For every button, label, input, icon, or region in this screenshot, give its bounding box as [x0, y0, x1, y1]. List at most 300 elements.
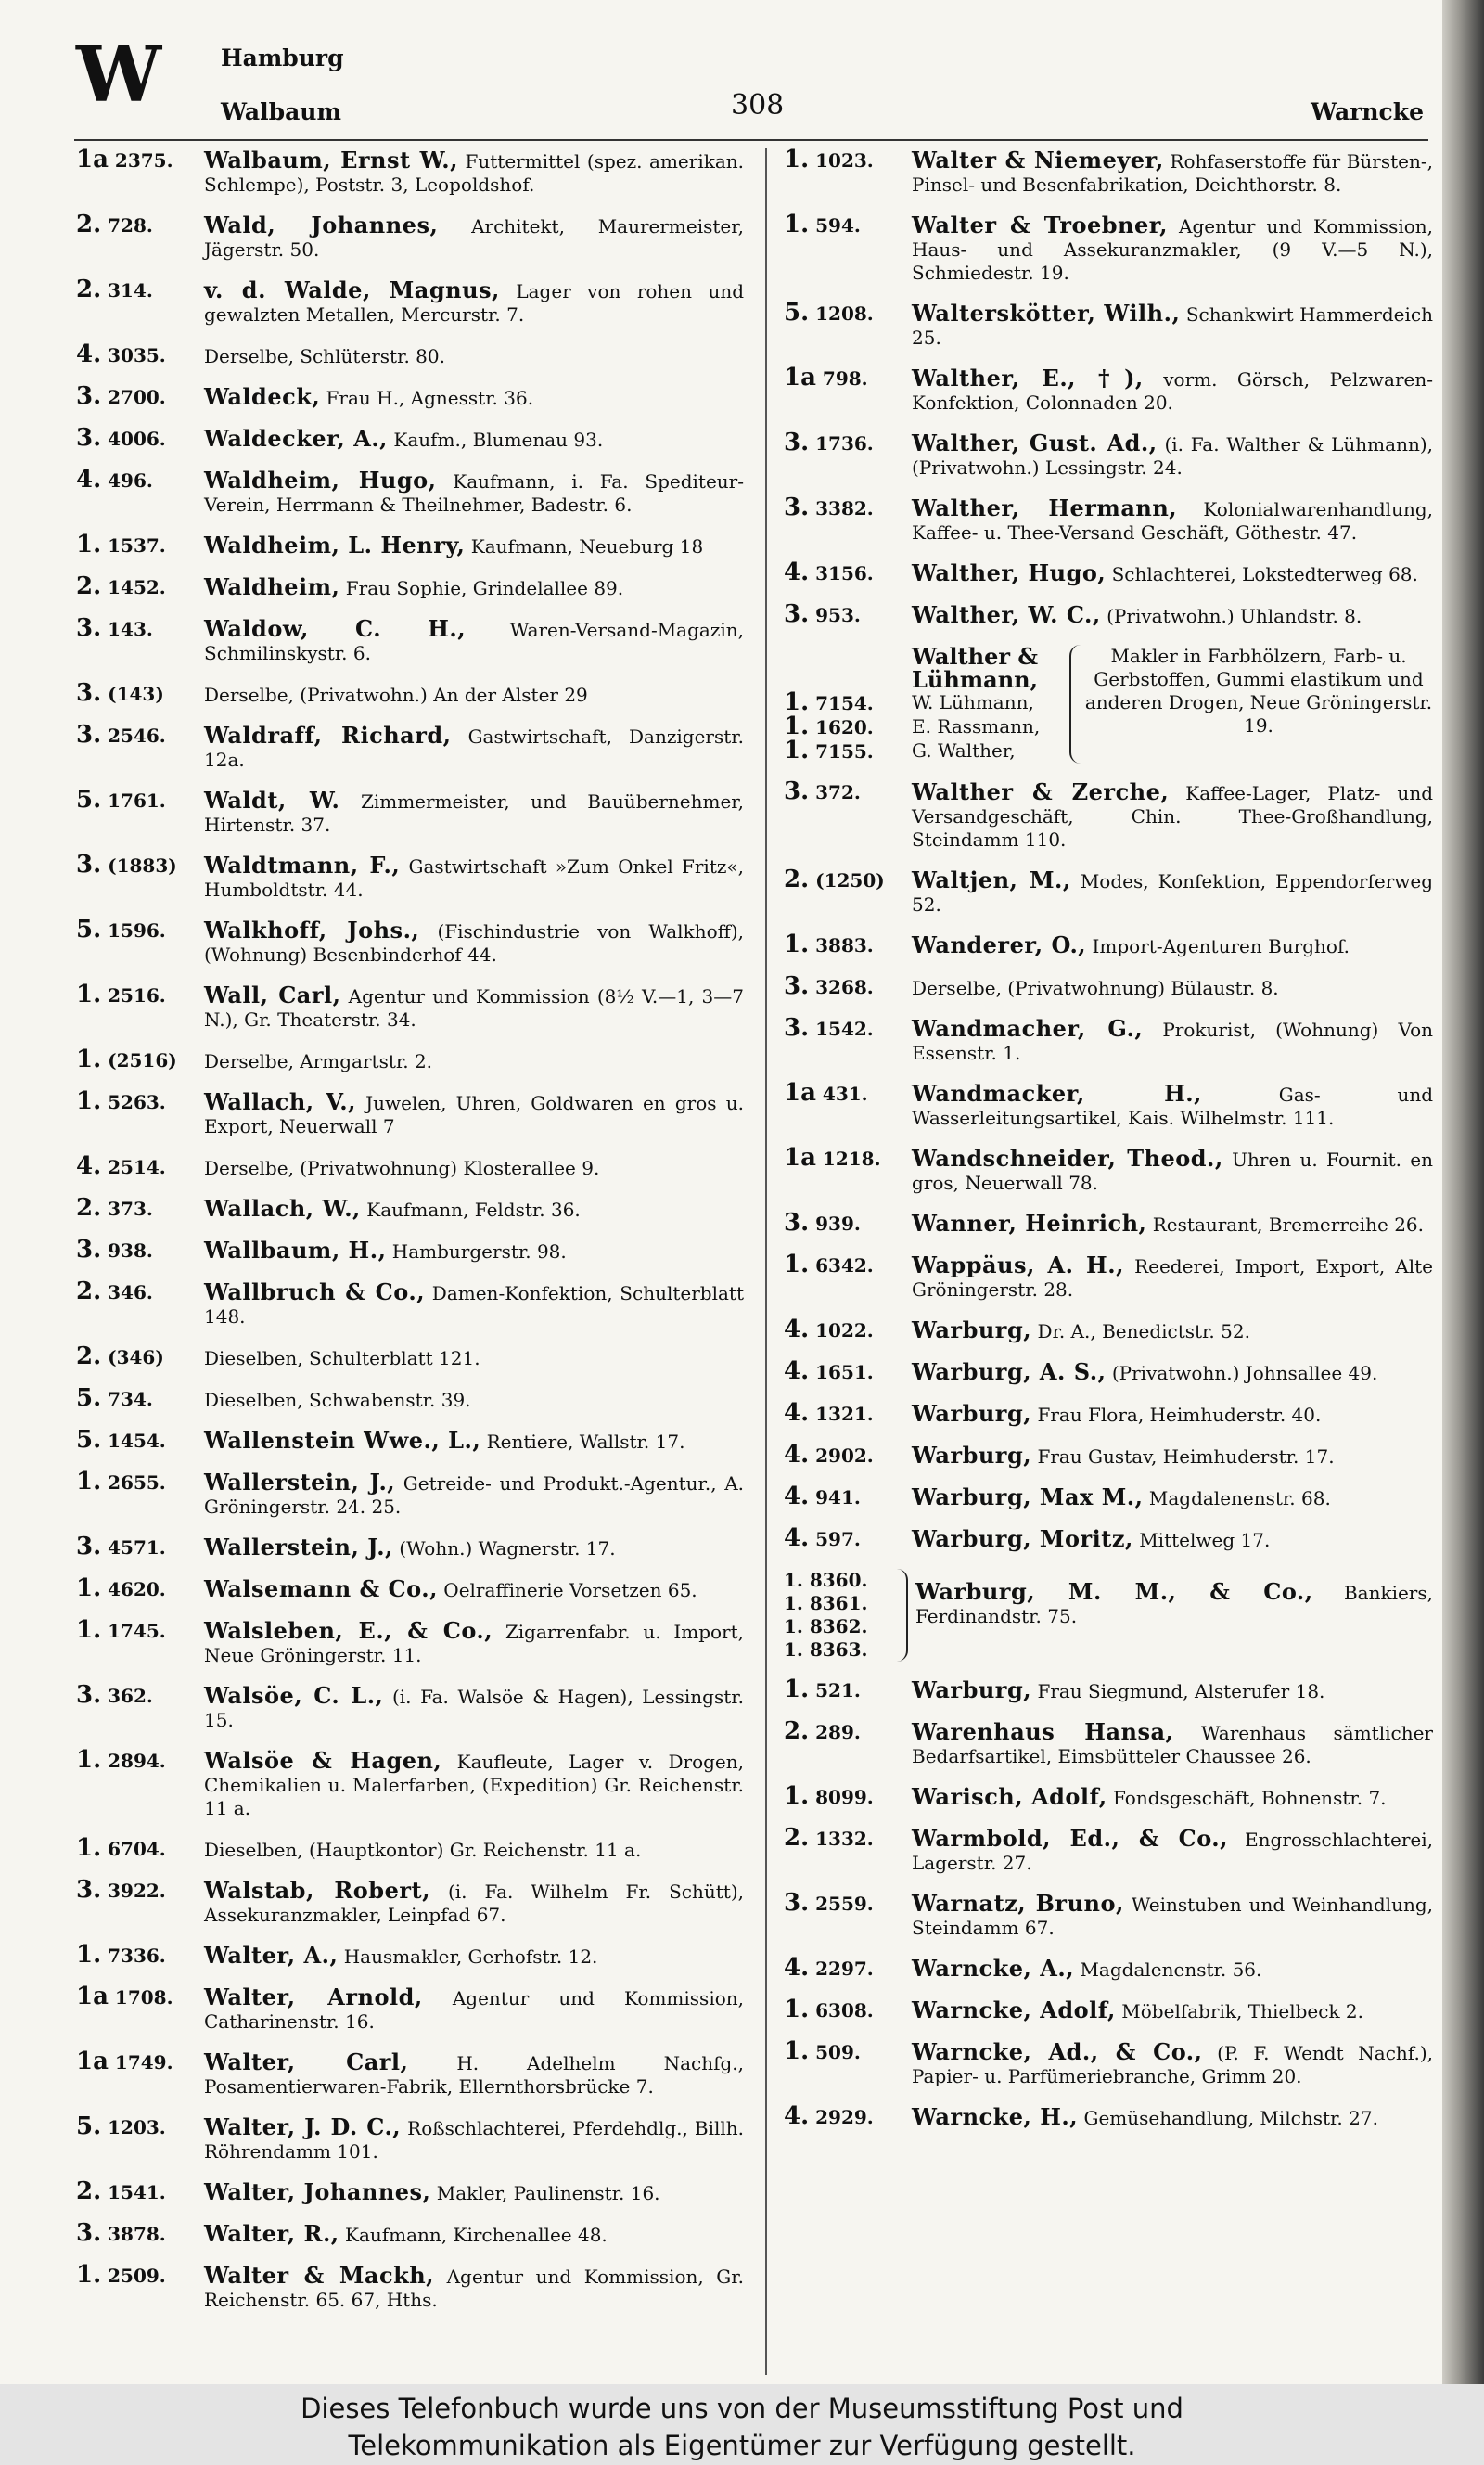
- exchange-code: 4.: [784, 1954, 810, 1982]
- exchange-code: 3.: [76, 1236, 102, 1264]
- phone-number: 6342.: [815, 1254, 874, 1277]
- entry-number: [76, 1985, 204, 2034]
- entry-name: Walsemann & Co.,: [204, 1575, 438, 1602]
- entry-body: [912, 561, 1433, 586]
- brace-row: [784, 715, 1062, 739]
- exchange-code: 3.: [76, 382, 102, 410]
- entry-name: Walbaum, Ernst W.,: [204, 148, 458, 173]
- phone-number: 1454.: [108, 1430, 166, 1452]
- entry-description: Rohfaserstoffe für Bürsten-, Pinsel- und Besenfabrikation, Deichthorstr. 8.: [912, 150, 1433, 196]
- entry-body: [204, 533, 744, 558]
- phone-number: 2655.: [108, 1471, 166, 1494]
- phone-number: 2516.: [108, 984, 166, 1007]
- entry-body: [204, 1619, 744, 1667]
- entry-body: [912, 2105, 1433, 2130]
- exchange-code: 1.: [76, 1046, 102, 1073]
- entry-number: [76, 278, 204, 327]
- entry-name: Wappäus, A. H.,: [912, 1252, 1124, 1278]
- entry-number: [784, 2102, 912, 2130]
- phone-number: 8099.: [815, 1786, 874, 1808]
- entry-number: [784, 600, 912, 628]
- entry-name: Wallerstein, J.,: [204, 1534, 393, 1560]
- section-letter: W: [76, 31, 162, 120]
- directory-entry: [784, 1889, 1433, 1940]
- entry-body: [204, 918, 744, 967]
- directory-entry: [76, 1470, 744, 1519]
- entry-body: [912, 1527, 1433, 1552]
- page-header: [0, 0, 1442, 148]
- entry-number: [76, 382, 204, 410]
- exchange-code: 3.: [76, 424, 102, 452]
- exchange-code: 5.: [76, 2112, 102, 2140]
- entry-description: Schlachterei, Lokstedterweg 68.: [1111, 563, 1418, 585]
- entry-name: Warburg,: [912, 1442, 1032, 1469]
- entry-number: [76, 1087, 204, 1138]
- entry-description: Gastwirtschaft »Zum Onkel Fritz«, Humboldtstr. 44.: [204, 855, 744, 901]
- right-column-bottom: [784, 1675, 1433, 2130]
- entry-body: [912, 1957, 1433, 1982]
- entry-number: [784, 1441, 912, 1469]
- phone-number: 3268.: [815, 976, 874, 998]
- phone-number: 1332.: [815, 1828, 874, 1850]
- header-first-name: Walbaum: [221, 98, 341, 125]
- phone-number: 7336.: [108, 1945, 166, 1967]
- entry-number: [76, 572, 204, 600]
- entry-number: [76, 2112, 204, 2163]
- exchange-code: 2.: [76, 211, 102, 238]
- entry-number: [76, 1194, 204, 1222]
- entry-body: [204, 2180, 744, 2205]
- entry-name: Waldow, C. H.,: [204, 615, 467, 642]
- directory-entry: [76, 1426, 744, 1454]
- entry-name: Warburg, Max M.,: [912, 1483, 1144, 1510]
- entry-body: [204, 2050, 744, 2099]
- entry-number: [76, 679, 204, 707]
- entry-body: [912, 1147, 1433, 1195]
- entry-number: [76, 918, 204, 967]
- entry-name: Warncke, Ad., & Co.,: [912, 2038, 1203, 2065]
- phone-number: 6704.: [108, 1838, 166, 1860]
- entry-description: Frau Siegmund, Alsterufer 18.: [1037, 1680, 1325, 1702]
- entry-name: Waldecker, A.,: [204, 425, 389, 452]
- entry-body: [204, 575, 744, 600]
- entry-body: [204, 1239, 744, 1264]
- directory-entry: [76, 1876, 744, 1927]
- entry-number: [784, 1079, 912, 1130]
- entry-description: Magdalenenstr. 68.: [1148, 1487, 1331, 1509]
- entry-body: [204, 2115, 744, 2163]
- brace-entry-description: Makler in Farbhölzern, Farb- u. Gerbstoffen, Gummi elastikum und anderen Drogen, Neue Gröningerstr. 19.: [1069, 645, 1433, 764]
- directory-entry: [76, 851, 744, 902]
- entry-number: 1. 7154.: [784, 688, 874, 716]
- entry-number: [784, 1675, 912, 1703]
- entry-body: [204, 1048, 744, 1073]
- exchange-code: 1.: [784, 1675, 810, 1703]
- entry-number: [76, 1236, 204, 1264]
- entry-name: Waldt, W.: [204, 787, 340, 814]
- entry-body: [204, 1197, 744, 1222]
- phone-number: 3883.: [815, 934, 874, 956]
- entry-name: Wandmacher, G.,: [912, 1015, 1144, 1042]
- entry-description: Bankiers, Ferdinandstr. 75.: [915, 1582, 1433, 1627]
- entry-name: Walsöe & Hagen,: [204, 1747, 442, 1774]
- phone-number: (1883): [108, 854, 177, 877]
- entry-name: Wallenstein Wwe., L.,: [204, 1427, 481, 1454]
- entry-name: Walter, Johannes,: [204, 2178, 431, 2205]
- phone-number: 373.: [108, 1198, 153, 1220]
- directory-entry: [76, 721, 744, 772]
- exchange-code: 1.: [784, 211, 810, 238]
- phone-number: 594.: [815, 214, 861, 237]
- entry-body: [204, 385, 744, 410]
- entry-name: Walter & Niemeyer,: [912, 148, 1164, 173]
- page-number: 308: [731, 89, 785, 122]
- entry-number: [76, 1535, 204, 1560]
- entry-number: [76, 466, 204, 517]
- directory-entry: [76, 1746, 744, 1820]
- entry-number: [76, 533, 204, 558]
- exchange-code: 3.: [76, 614, 102, 642]
- directory-entry: [76, 1574, 744, 1602]
- entry-name: Wallach, V.,: [204, 1088, 356, 1115]
- directory-entry: [76, 1277, 744, 1329]
- phone-number: 2700.: [108, 386, 166, 408]
- phone-number: 1542.: [815, 1018, 874, 1040]
- directory-entry: [76, 2261, 744, 2312]
- entry-body: [912, 366, 1433, 415]
- entry-number: 1. 8361.: [784, 1592, 868, 1614]
- entry-description: Möbelfabrik, Thielbeck 2.: [1121, 2000, 1364, 2022]
- brace-row: [784, 739, 1062, 764]
- brace-row: [784, 688, 1062, 716]
- entry-number: [784, 1144, 912, 1195]
- entry-body: [204, 148, 744, 197]
- entry-description: Kaufmann, i. Fa. Spediteur-Verein, Herrmann & Theilnehmer, Badestr. 6.: [204, 470, 744, 516]
- entry-number: 1. 8363.: [784, 1638, 868, 1661]
- directory-entry: [784, 933, 1433, 958]
- entry-description: Frau H., Agnesstr. 36.: [326, 387, 534, 409]
- entry-body: [912, 1253, 1433, 1302]
- entry-body: [912, 1720, 1433, 1768]
- phone-number: 509.: [815, 2041, 861, 2063]
- exchange-code: 5.: [784, 299, 810, 327]
- exchange-code: 2.: [76, 2177, 102, 2205]
- entry-description: Futtermittel (spez. amerikan. Schlempe), Poststr. 3, Leopoldshof.: [204, 150, 744, 196]
- entry-body: [204, 1944, 744, 1969]
- entry-description: vorm. Görsch, Pelzwaren-Konfektion, Colonnaden 20.: [912, 368, 1433, 414]
- entry-description: (P. F. Wendt Nachf.), Papier- u. Parfümeriebranche, Grimm 20.: [912, 2042, 1433, 2087]
- entry-body: [204, 1749, 744, 1820]
- entry-description: Kaufmann, Neueburg 18: [470, 535, 704, 558]
- entry-description: (i. Fa. Walsöe & Hagen), Lessingstr. 15.: [204, 1686, 744, 1731]
- entry-number: [784, 972, 912, 1000]
- entry-description: Kolonialwarenhandlung, Kaffee- u. Thee-Versand Geschäft, Göthestr. 47.: [912, 498, 1433, 544]
- entry-body: [912, 1785, 1433, 1810]
- entry-number: [76, 1470, 204, 1519]
- directory-entry: [784, 366, 1433, 415]
- exchange-code: 1a: [784, 1079, 816, 1107]
- entry-name: Warburg,: [912, 1400, 1032, 1427]
- phone-number: 2297.: [815, 1958, 874, 1980]
- entry-name: Walter, R.,: [204, 2220, 339, 2247]
- entry-number: 1. 1620.: [784, 713, 874, 740]
- entry-body: [912, 1017, 1433, 1065]
- multi-entry-numbers: [784, 1569, 908, 1662]
- footer-line: Dieses Telefonbuch wurde uns von der Museumsstiftung Post und: [301, 2393, 1183, 2424]
- phone-number: 314.: [108, 279, 153, 302]
- directory-entry: [76, 1152, 744, 1180]
- directory-entry: [76, 572, 744, 600]
- directory-entry: [784, 1318, 1433, 1343]
- entry-name: Walter, A.,: [204, 1942, 339, 1969]
- entry-body: [204, 1985, 744, 2034]
- entry-description: Import-Agenturen Burghof.: [1092, 935, 1350, 957]
- entry-body: [912, 302, 1433, 350]
- entry-name: Walstab, Robert,: [204, 1877, 430, 1904]
- directory-entry: [76, 679, 744, 707]
- entry-description: Gemüsehandlung, Milchstr. 27.: [1083, 2107, 1378, 2129]
- directory-entry: [76, 614, 744, 665]
- phone-number: 2902.: [815, 1444, 874, 1467]
- entry-description: Frau Flora, Heimhuderstr. 40.: [1037, 1404, 1322, 1426]
- entry-body: [204, 1280, 744, 1329]
- left-column: [76, 148, 744, 2384]
- entry-number: [784, 777, 912, 852]
- directory-entry: [784, 1144, 1433, 1195]
- entry-description: Kaufm., Blumenau 93.: [393, 429, 604, 451]
- entry-name: Walther, Hugo,: [912, 559, 1107, 586]
- entry-body: [204, 682, 744, 707]
- entry-number: [76, 1876, 204, 1927]
- entry-number: [784, 1524, 912, 1552]
- multi-entry-body: [908, 1569, 1433, 1662]
- phone-number: 372.: [815, 781, 861, 803]
- exchange-code: 5.: [76, 1426, 102, 1454]
- exchange-code: 4.: [784, 1316, 810, 1343]
- directory-entry: [784, 600, 1433, 628]
- entry-name: Wall, Carl,: [204, 982, 341, 1008]
- directory-entry: [784, 1524, 1433, 1552]
- entry-number: [784, 1954, 912, 1982]
- entry-name: Wandmacker, H.,: [912, 1080, 1202, 1107]
- exchange-code: 2.: [76, 1277, 102, 1305]
- entry-number: [784, 1824, 912, 1875]
- entry-body: [912, 1892, 1433, 1940]
- phone-number: (1250): [815, 869, 885, 892]
- entry-name: Waldheim, Hugo,: [204, 467, 437, 494]
- directory-entry: [784, 1441, 1433, 1469]
- directory-entry: [76, 2050, 744, 2099]
- directory-entry: [784, 299, 1433, 350]
- exchange-code: 1.: [784, 1782, 810, 1810]
- phone-number: 362.: [108, 1685, 153, 1707]
- entry-description: Lager von rohen und gewalzten Metallen, Mercurstr. 7.: [204, 280, 744, 326]
- entry-name: Wanderer, O.,: [912, 931, 1087, 958]
- entry-number: [784, 148, 912, 197]
- entry-description: Gastwirtschaft, Danzigerstr. 12a.: [204, 725, 744, 771]
- directory-entry: [76, 1681, 744, 1732]
- entry-body: [204, 1090, 744, 1138]
- entry-name: Wallbaum, H.,: [204, 1237, 387, 1264]
- entry-body: [204, 1345, 744, 1370]
- brace-entry: [784, 645, 1433, 764]
- entry-body: [912, 1444, 1433, 1469]
- phone-number: 1208.: [815, 302, 874, 325]
- exchange-code: 1.: [76, 1087, 102, 1115]
- entry-body: [204, 983, 744, 1032]
- right-column-middle: [784, 777, 1433, 1552]
- phone-number: 2375.: [114, 149, 173, 172]
- entry-number: [76, 1574, 204, 1602]
- entry-description: Rentiere, Wallstr. 17.: [486, 1431, 685, 1453]
- entry-body: [204, 1535, 744, 1560]
- entry-description: Damen-Konfektion, Schulterblatt 148.: [204, 1282, 744, 1328]
- entry-name: Waldraff, Richard,: [204, 722, 452, 749]
- entry-number: [784, 868, 912, 917]
- entry-number: [784, 496, 912, 545]
- exchange-code: 3.: [76, 1533, 102, 1560]
- entry-description: Getreide- und Produkt.-Agentur., A. Gröningerstr. 24. 25.: [204, 1472, 744, 1518]
- entry-body: [912, 213, 1433, 285]
- directory-entry: [784, 1717, 1433, 1768]
- entry-number: [784, 1253, 912, 1302]
- entry-name: Warncke, A.,: [912, 1955, 1075, 1982]
- entry-name: Wallerstein, J.,: [204, 1469, 396, 1496]
- entry-description: Magdalenenstr. 56.: [1080, 1958, 1262, 1981]
- entry-number: [76, 1681, 204, 1732]
- entry-number: [76, 424, 204, 452]
- entry-description: (Fischindustrie von Walkhoff), (Wohnung) Besenbinderhof 44.: [204, 920, 744, 966]
- entry-body: [204, 789, 744, 837]
- exchange-code: 3.: [76, 2219, 102, 2247]
- entry-description: Agentur und Kommission, Gr. Reichenstr. 65. 67, Hths.: [204, 2266, 744, 2311]
- entry-number: [784, 431, 912, 480]
- entry-description: Restaurant, Bremerreihe 26.: [1152, 1213, 1424, 1236]
- entry-body: [204, 1387, 744, 1412]
- entry-name: Warnatz, Bruno,: [912, 1890, 1124, 1917]
- entry-description: Agentur und Kommission (8½ V.—1, 3—7 N.), Gr. Theaterstr. 34.: [204, 985, 744, 1031]
- directory-entry: [76, 533, 744, 558]
- brace-person: W. Lühmann,: [912, 691, 1034, 713]
- entry-number: [784, 558, 912, 586]
- directory-entry: [784, 1824, 1433, 1875]
- entry-body: [204, 854, 744, 902]
- directory-entry: [76, 918, 744, 967]
- entry-body: [912, 1678, 1433, 1703]
- entry-number: [76, 786, 204, 837]
- footer-line: Telekommunikation als Eigentümer zur Verfügung gestellt.: [348, 2430, 1136, 2461]
- phone-number: 3382.: [815, 497, 874, 520]
- directory-entry: [76, 148, 744, 197]
- exchange-code: 4.: [784, 1357, 810, 1385]
- directory-entry: [784, 777, 1433, 852]
- entry-body: [912, 1998, 1433, 2023]
- entry-name: Wallbruch & Co.,: [204, 1278, 426, 1305]
- entry-description: Kaufleute, Lager v. Drogen, Chemikalien u. Malerfarben, (Expedition) Gr. Reichenstr. 11 a.: [204, 1751, 744, 1819]
- entry-number: [76, 1746, 204, 1820]
- directory-entry: [784, 431, 1433, 480]
- phone-number: 2546.: [108, 725, 166, 747]
- entry-body: [912, 148, 1433, 197]
- entry-number: [76, 1048, 204, 1073]
- directory-entry: [76, 2112, 744, 2163]
- entry-body: [204, 278, 744, 327]
- entry-number: 1. 8360.: [784, 1569, 868, 1591]
- directory-entry: [76, 1834, 744, 1862]
- exchange-code: 1.: [76, 1574, 102, 1602]
- exchange-code: 4.: [76, 340, 102, 368]
- phone-number: 3922.: [108, 1880, 166, 1902]
- entry-description: Uhren u. Fournit. en gros, Neuerwall 78.: [912, 1149, 1433, 1194]
- directory-entry: [784, 1209, 1433, 1237]
- entry-body: [204, 724, 744, 772]
- entry-body: [912, 868, 1433, 917]
- entry-name: Walter, Carl,: [204, 2048, 409, 2075]
- directory-entry: [784, 1253, 1433, 1302]
- phone-number: 1651.: [815, 1361, 874, 1383]
- entry-description: Prokurist, (Wohnung) Von Essenstr. 1.: [912, 1019, 1433, 1064]
- entry-name: Warburg,: [912, 1676, 1032, 1703]
- directory-entry: [76, 2177, 744, 2205]
- entry-body: [912, 1212, 1433, 1237]
- directory-entry: [784, 972, 1433, 1000]
- exchange-code: 1.: [784, 148, 810, 173]
- entry-description: Zimmermeister, und Bauübernehmer, Hirtenstr. 37.: [204, 790, 744, 836]
- entry-description: Dr. A., Benedictstr. 52.: [1037, 1320, 1250, 1342]
- phone-number: 1736.: [815, 432, 874, 455]
- phone-number: 1023.: [815, 149, 874, 172]
- entry-description: Zigarrenfabr. u. Import, Neue Gröningerstr. 11.: [204, 1621, 744, 1666]
- directory-entry: [76, 1236, 744, 1264]
- exchange-code: 4.: [76, 1152, 102, 1180]
- entry-name: Warmbold, Ed., & Co.,: [912, 1825, 1229, 1852]
- entry-name: Warburg, A. S.,: [912, 1358, 1107, 1385]
- phone-number: 1537.: [108, 534, 166, 557]
- entry-description: Roßschlachterei, Pferdehdlg., Billh. Röhrendamm 101.: [204, 2117, 744, 2163]
- phone-number: 496.: [108, 469, 153, 492]
- phone-number: 1203.: [108, 2116, 166, 2138]
- entry-description: Kaffee-Lager, Platz- und Versandgeschäft, Chin. Thee-Großhandlung, Steindamm 110.: [912, 782, 1433, 851]
- entry-description: Mittelweg 17.: [1139, 1529, 1271, 1551]
- entry-number: [784, 1998, 912, 2023]
- entry-description: (Privatwohn.) Johnsallee 49.: [1111, 1362, 1378, 1384]
- entry-name: Warncke, Adolf,: [912, 1996, 1116, 2023]
- directory-entry: [76, 786, 744, 837]
- phone-number: 1596.: [108, 919, 166, 942]
- entry-description: Kaufmann, Feldstr. 36.: [366, 1199, 581, 1221]
- entry-description: Weinstuben und Weinhandlung, Steindamm 67.: [912, 1894, 1433, 1939]
- entry-body: [912, 1402, 1433, 1427]
- exchange-code: 2.: [784, 1824, 810, 1852]
- phone-number: (143): [108, 683, 164, 705]
- phone-number: 2559.: [815, 1893, 874, 1915]
- exchange-code: 1a: [76, 1983, 109, 2010]
- exchange-code: 4.: [784, 1399, 810, 1427]
- entry-number: [76, 213, 204, 262]
- entry-number: [784, 933, 912, 958]
- directory-entry: [76, 1087, 744, 1138]
- entry-number: [784, 1209, 912, 1237]
- exchange-code: 4.: [784, 1483, 810, 1510]
- entry-number: [784, 2037, 912, 2088]
- entry-number: [76, 1616, 204, 1667]
- directory-entry: [784, 1485, 1433, 1510]
- entry-name: Warburg,: [912, 1316, 1032, 1343]
- brace-person: G. Walther,: [912, 739, 1016, 762]
- phone-number: 289.: [815, 1721, 861, 1743]
- entry-number: [784, 366, 912, 415]
- entry-body: [912, 496, 1433, 545]
